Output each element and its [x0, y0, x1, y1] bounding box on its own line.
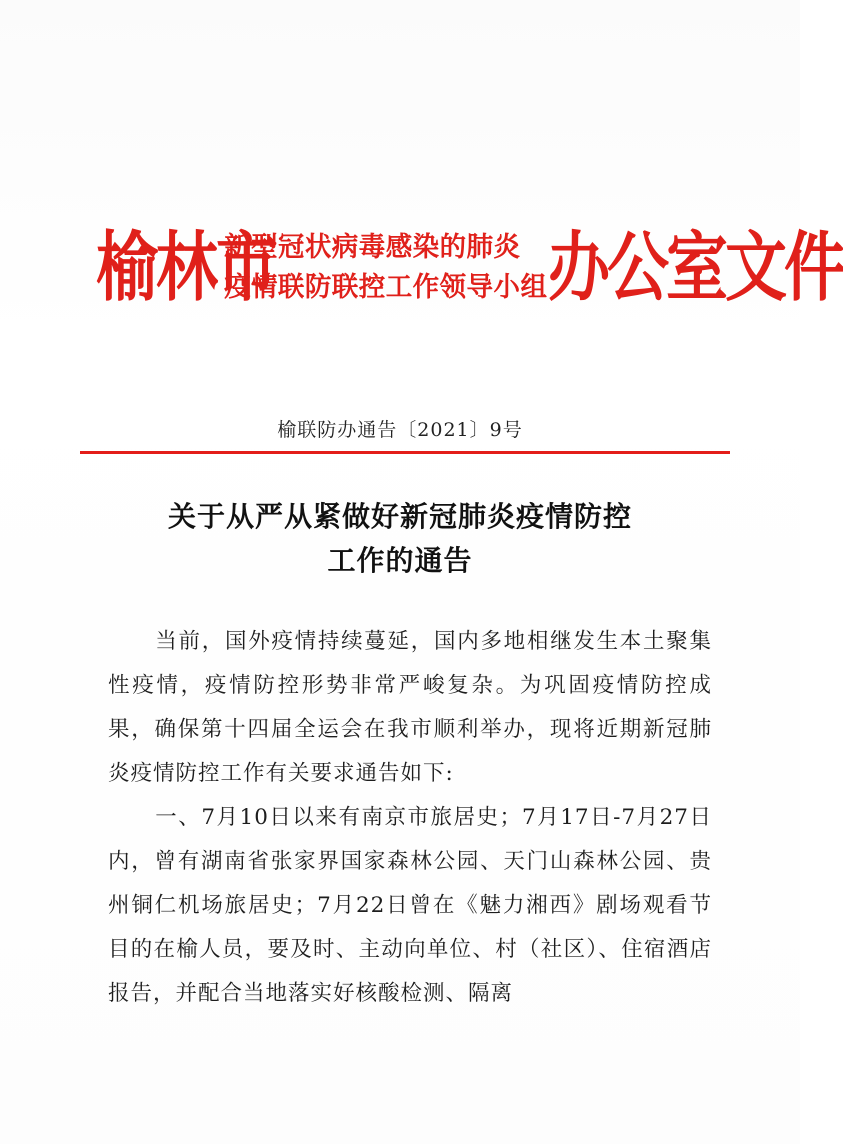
letterhead-suffix: 办公室文件 [548, 222, 843, 312]
letterhead-organization [224, 228, 548, 308]
body-paragraph-item-1: 一、7月10日以来有南京市旅居史；7月17日-7月27日内，曾有湖南省张家界国家森林公园、天门山森林公园、贵州铜仁机场旅居史；7月22日曾在《魅力湘西》剧场观看节目的在榆人员，要及时、主动向单位、村（社区）、住宿酒店报告，并配合当地落实好核酸检测、隔离 [108, 805, 712, 1006]
red-divider-line [80, 451, 730, 454]
letterhead-org-line-1: 新型冠状病毒感染的肺炎 [224, 232, 521, 263]
document-body [108, 620, 712, 1016]
title-line-2: 工作的通告 [327, 544, 473, 577]
document-number: 榆联防办通告〔2021〕9号 [277, 419, 523, 441]
letterhead-org-line-2: 疫情联防联控工作领导小组 [224, 272, 548, 303]
document-title [0, 495, 800, 583]
letterhead-city: 榆林市 [96, 222, 277, 312]
body-paragraph-intro: 当前，国外疫情持续蔓延，国内多地相继发生本土聚集性疫情，疫情防控形势非常严峻复杂。为巩固疫情防控成果，确保第十四届全运会在我市顺利举办，现将近期新冠肺炎疫情防控工作有关要求通告如下: [108, 629, 712, 786]
red-letterhead [96, 218, 843, 318]
title-line-1: 关于从严从紧做好新冠肺炎疫情防控 [167, 500, 632, 533]
